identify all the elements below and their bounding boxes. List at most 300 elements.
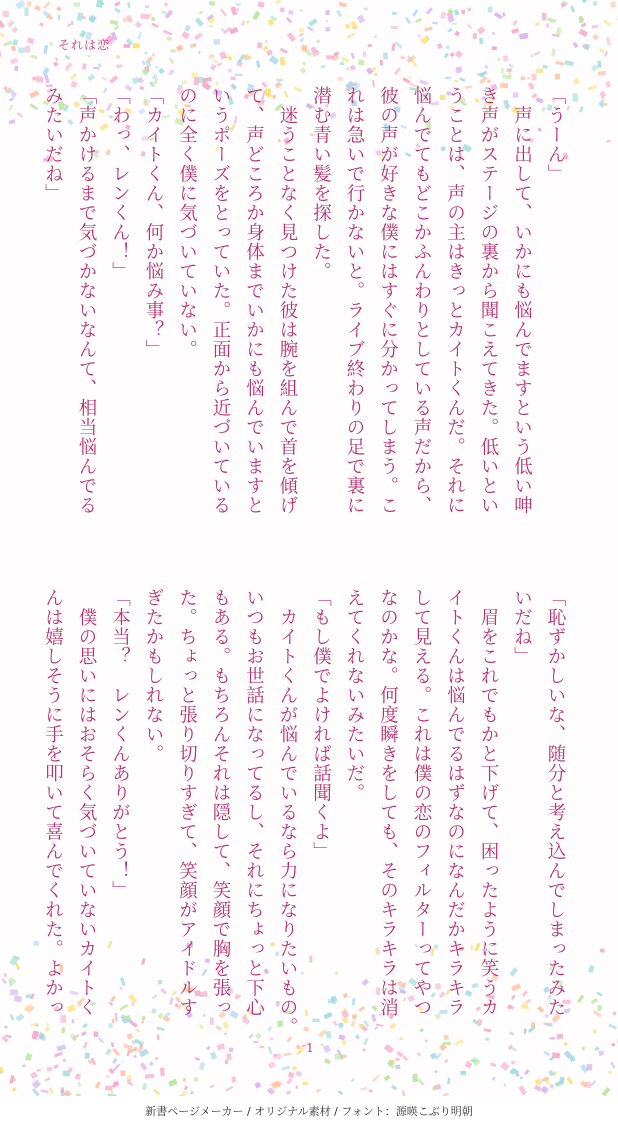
confetti-piece bbox=[347, 67, 350, 70]
confetti-piece bbox=[236, 8, 239, 11]
confetti-piece bbox=[71, 21, 73, 25]
confetti-piece bbox=[27, 1, 31, 6]
confetti-piece bbox=[213, 39, 220, 45]
confetti-piece bbox=[563, 1042, 568, 1047]
confetti-piece bbox=[276, 0, 282, 4]
confetti-piece bbox=[520, 1076, 523, 1079]
confetti-piece bbox=[394, 67, 401, 75]
confetti-piece bbox=[509, 1031, 514, 1035]
confetti-piece bbox=[599, 91, 606, 98]
confetti-piece bbox=[58, 15, 60, 20]
confetti-piece bbox=[160, 1068, 165, 1077]
confetti-piece bbox=[206, 1046, 210, 1050]
confetti-piece bbox=[324, 1058, 331, 1064]
confetti-piece bbox=[582, 0, 587, 3]
confetti-piece bbox=[546, 23, 550, 27]
confetti-piece bbox=[40, 1089, 48, 1093]
confetti-piece bbox=[606, 140, 611, 143]
text-line: いうポーズをとっていた。正面から近づいている bbox=[210, 86, 231, 515]
confetti-piece bbox=[163, 30, 172, 36]
confetti-piece bbox=[54, 1052, 63, 1058]
confetti-piece bbox=[588, 965, 595, 973]
confetti-piece bbox=[225, 1086, 233, 1091]
confetti-piece bbox=[520, 76, 525, 80]
confetti-piece bbox=[316, 1088, 321, 1092]
confetti-piece bbox=[492, 1077, 496, 1081]
confetti-piece bbox=[113, 1063, 121, 1071]
confetti-piece bbox=[437, 43, 442, 49]
confetti-piece bbox=[209, 1084, 214, 1088]
confetti-piece bbox=[295, 1070, 302, 1077]
confetti-piece bbox=[339, 2, 347, 8]
confetti-piece bbox=[415, 18, 422, 24]
confetti-piece bbox=[81, 1031, 87, 1036]
confetti-piece bbox=[592, 34, 598, 41]
confetti-piece bbox=[579, 106, 584, 113]
confetti-piece bbox=[502, 55, 508, 62]
confetti-piece bbox=[308, 18, 318, 26]
confetti-piece bbox=[392, 12, 397, 15]
confetti-piece bbox=[338, 1034, 345, 1041]
confetti-piece bbox=[338, 1090, 344, 1095]
confetti-piece bbox=[76, 1094, 81, 1096]
confetti-piece bbox=[611, 2, 616, 8]
confetti-piece bbox=[363, 1038, 368, 1046]
confetti-piece bbox=[403, 1055, 408, 1061]
confetti-piece bbox=[360, 1087, 367, 1091]
confetti-piece bbox=[611, 1043, 615, 1046]
confetti-piece bbox=[8, 977, 16, 985]
text-line: イトくんは悩んでるはずなのになんだかキラキラ bbox=[444, 588, 466, 1017]
confetti-piece bbox=[419, 80, 428, 86]
confetti-piece bbox=[325, 10, 330, 15]
confetti-piece bbox=[43, 2, 50, 10]
confetti-piece bbox=[258, 1, 265, 7]
confetti-piece bbox=[477, 26, 486, 35]
confetti-piece bbox=[61, 1087, 64, 1092]
confetti-piece bbox=[334, 1054, 343, 1060]
confetti-piece bbox=[229, 1047, 234, 1052]
confetti-piece bbox=[109, 75, 118, 84]
text-line: 潜む青い髪を探した。 bbox=[310, 86, 332, 281]
confetti-piece bbox=[302, 62, 305, 66]
confetti-piece bbox=[454, 80, 458, 82]
confetti-piece bbox=[15, 0, 25, 10]
confetti-piece bbox=[49, 1087, 54, 1093]
confetti-piece bbox=[253, 1041, 258, 1043]
confetti-piece bbox=[49, 42, 54, 47]
confetti-piece bbox=[55, 57, 59, 61]
confetti-piece bbox=[3, 973, 7, 977]
confetti-piece bbox=[459, 77, 465, 82]
confetti-piece bbox=[53, 61, 59, 67]
confetti-piece bbox=[556, 1033, 563, 1039]
confetti-piece bbox=[485, 1038, 489, 1041]
confetti-piece bbox=[145, 5, 149, 8]
confetti-piece bbox=[555, 74, 560, 80]
confetti-piece bbox=[142, 1083, 148, 1091]
chapter-title: それは恋 bbox=[58, 38, 111, 52]
confetti-piece bbox=[391, 26, 399, 30]
confetti-piece bbox=[39, 22, 44, 27]
confetti-piece bbox=[83, 1041, 88, 1048]
confetti-piece bbox=[399, 1037, 402, 1040]
confetti-piece bbox=[603, 20, 611, 27]
confetti-piece bbox=[391, 43, 395, 51]
confetti-piece bbox=[594, 1046, 600, 1051]
confetti-piece bbox=[395, 1065, 400, 1070]
text-line: 「カイトくん、何か悩み事？」 bbox=[143, 86, 164, 359]
confetti-piece bbox=[442, 1042, 451, 1045]
confetti-piece bbox=[169, 58, 174, 65]
confetti-piece bbox=[288, 10, 294, 15]
confetti-piece bbox=[280, 48, 288, 54]
confetti-piece bbox=[70, 73, 77, 80]
confetti-piece bbox=[217, 62, 223, 66]
confetti-piece bbox=[340, 62, 344, 65]
confetti-piece bbox=[10, 58, 18, 65]
confetti-piece bbox=[32, 1079, 41, 1088]
confetti-piece bbox=[257, 42, 262, 48]
confetti-piece bbox=[501, 68, 504, 74]
confetti-piece bbox=[108, 1094, 117, 1096]
text-line: て、声どころか身体までいかにも悩んでいますと bbox=[243, 86, 265, 515]
confetti-piece bbox=[534, 51, 540, 56]
confetti-piece bbox=[551, 48, 556, 56]
confetti-piece bbox=[535, 1078, 542, 1085]
confetti-piece bbox=[1, 978, 7, 984]
confetti-piece bbox=[64, 1090, 72, 1096]
confetti-piece bbox=[321, 1043, 324, 1046]
confetti-piece bbox=[62, 1058, 66, 1062]
confetti-piece bbox=[454, 10, 459, 16]
confetti-piece bbox=[608, 1024, 617, 1030]
confetti-piece bbox=[491, 46, 496, 50]
confetti-piece bbox=[8, 119, 15, 124]
confetti-piece bbox=[606, 37, 612, 46]
confetti-piece bbox=[383, 53, 388, 60]
confetti-piece bbox=[417, 1078, 425, 1086]
text-line: えてくれないみたいだ。 bbox=[344, 588, 365, 803]
confetti-piece bbox=[113, 25, 119, 31]
confetti-piece bbox=[4, 1025, 8, 1029]
confetti-piece bbox=[133, 43, 140, 48]
confetti-piece bbox=[270, 1038, 273, 1041]
confetti-piece bbox=[440, 12, 446, 19]
confetti-piece bbox=[210, 64, 216, 71]
confetti-piece bbox=[183, 1078, 186, 1082]
confetti-piece bbox=[341, 57, 349, 63]
text-block-upper bbox=[36, 86, 572, 556]
confetti-piece bbox=[374, 73, 377, 77]
confetti-piece bbox=[0, 20, 5, 29]
confetti-piece bbox=[605, 81, 611, 88]
confetti-piece bbox=[236, 3, 241, 6]
confetti-piece bbox=[326, 20, 329, 23]
confetti-piece bbox=[484, 65, 489, 70]
confetti-piece bbox=[467, 24, 472, 29]
confetti-piece bbox=[506, 68, 512, 72]
text-line: 迷うことなく見つけた彼は腕を組んで首を傾げ bbox=[277, 86, 298, 515]
confetti-piece bbox=[30, 1071, 38, 1079]
confetti-piece bbox=[267, 1087, 275, 1095]
confetti-piece bbox=[43, 45, 48, 54]
confetti-piece bbox=[419, 1028, 424, 1033]
confetti-piece bbox=[532, 74, 537, 80]
text-line: 彼の声が好きな僕にはすぐに分かってしまう。こ bbox=[377, 86, 399, 515]
confetti-piece bbox=[67, 23, 71, 27]
confetti-piece bbox=[597, 1005, 602, 1012]
confetti-piece bbox=[596, 991, 602, 996]
confetti-piece bbox=[85, 1052, 90, 1058]
confetti-piece bbox=[358, 59, 365, 66]
text-line: 「もし僕でよければ話聞くよ」 bbox=[310, 588, 332, 861]
confetti-piece bbox=[455, 66, 462, 73]
confetti-piece bbox=[445, 77, 451, 79]
confetti-piece bbox=[326, 55, 334, 60]
confetti-piece bbox=[602, 1087, 611, 1096]
confetti-piece bbox=[10, 1014, 14, 1020]
confetti-piece bbox=[0, 33, 5, 38]
confetti-piece bbox=[486, 79, 491, 84]
confetti-piece bbox=[608, 1071, 612, 1074]
confetti-piece bbox=[512, 20, 518, 26]
confetti-piece bbox=[447, 1078, 450, 1085]
text-line: 僕の思いにはおそらく気づいていないカイトく bbox=[76, 588, 97, 1017]
confetti-piece bbox=[114, 7, 121, 13]
confetti-piece bbox=[269, 56, 279, 65]
confetti-piece bbox=[198, 51, 201, 55]
confetti-piece bbox=[254, 1082, 261, 1089]
confetti-piece bbox=[455, 50, 463, 58]
confetti-piece bbox=[598, 100, 606, 108]
confetti-piece bbox=[420, 38, 423, 42]
confetti-piece bbox=[519, 33, 528, 40]
confetti-piece bbox=[566, 1077, 573, 1085]
text-line: カイトくんが悩んでいるなら力になりたいもの。 bbox=[277, 588, 298, 1037]
confetti-piece bbox=[598, 1050, 604, 1056]
text-line: いだね」 bbox=[511, 588, 533, 666]
confetti-piece bbox=[114, 1, 121, 7]
confetti-piece bbox=[593, 1, 598, 6]
confetti-piece bbox=[11, 1087, 16, 1092]
confetti-piece bbox=[524, 1029, 527, 1034]
text-line: ぎたかもしれない。 bbox=[143, 588, 164, 764]
footer-credit: 新書ページメーカー / オリジナル素材 / フォント：源暎こぶり明朝 bbox=[145, 1105, 473, 1118]
confetti-piece bbox=[282, 1066, 291, 1071]
confetti-piece bbox=[426, 7, 433, 15]
text-line: 「声かけるまで気づかないなんて、相当悩んでる bbox=[76, 86, 97, 515]
confetti-piece bbox=[181, 31, 190, 40]
confetti-piece bbox=[265, 40, 267, 43]
confetti-piece bbox=[170, 49, 176, 52]
confetti-piece bbox=[357, 15, 366, 24]
confetti-piece bbox=[535, 68, 543, 73]
confetti-piece bbox=[287, 32, 296, 42]
confetti-piece bbox=[166, 36, 172, 41]
confetti-piece bbox=[424, 1039, 428, 1042]
confetti-piece bbox=[418, 34, 421, 37]
confetti-piece bbox=[11, 26, 18, 33]
confetti-piece bbox=[93, 1031, 98, 1037]
confetti-piece bbox=[582, 1047, 584, 1050]
confetti-piece bbox=[292, 1066, 296, 1070]
confetti-piece bbox=[307, 26, 314, 32]
confetti-piece bbox=[32, 1088, 40, 1096]
confetti-piece bbox=[157, 1034, 160, 1040]
confetti-piece bbox=[591, 998, 599, 1004]
confetti-piece bbox=[53, 1064, 59, 1069]
confetti-piece bbox=[588, 85, 597, 90]
confetti-piece bbox=[444, 1035, 449, 1040]
confetti-piece bbox=[591, 64, 598, 71]
confetti-piece bbox=[461, 10, 465, 14]
confetti-piece bbox=[231, 77, 236, 81]
confetti-piece bbox=[345, 23, 351, 29]
confetti-piece bbox=[95, 1082, 101, 1089]
confetti-piece bbox=[198, 10, 203, 14]
confetti-piece bbox=[578, 29, 588, 38]
confetti-piece bbox=[144, 51, 147, 54]
confetti-piece bbox=[77, 1082, 81, 1087]
confetti-piece bbox=[405, 17, 411, 24]
confetti-piece bbox=[570, 6, 575, 13]
confetti-piece bbox=[248, 1034, 253, 1039]
confetti-piece bbox=[220, 9, 227, 17]
confetti-piece bbox=[391, 1085, 397, 1091]
confetti-piece bbox=[316, 39, 320, 43]
confetti-piece bbox=[116, 55, 120, 59]
confetti-piece bbox=[154, 78, 159, 84]
confetti-piece bbox=[224, 1033, 227, 1036]
confetti-piece bbox=[209, 1, 215, 6]
confetti-piece bbox=[194, 32, 203, 40]
confetti-piece bbox=[424, 26, 432, 31]
confetti-piece bbox=[351, 53, 355, 59]
confetti-piece bbox=[573, 42, 579, 48]
confetti-piece bbox=[42, 67, 49, 76]
confetti-piece bbox=[531, 54, 534, 58]
confetti-piece bbox=[364, 8, 368, 11]
text-line: た。ちょっと張り切りすぎて、笑顔がアイドルす bbox=[176, 588, 198, 1017]
confetti-piece bbox=[190, 1090, 194, 1095]
confetti-piece bbox=[455, 1039, 464, 1045]
confetti-piece bbox=[32, 76, 37, 81]
confetti-piece bbox=[247, 20, 250, 23]
confetti-piece bbox=[362, 1048, 366, 1052]
confetti-piece bbox=[467, 7, 471, 11]
confetti-piece bbox=[524, 1069, 530, 1075]
confetti-piece bbox=[543, 1051, 550, 1057]
confetti-piece bbox=[413, 1074, 418, 1082]
text-line: 「わっ、レンくん！」 bbox=[109, 86, 131, 281]
confetti-piece bbox=[176, 44, 184, 51]
confetti-piece bbox=[605, 103, 608, 107]
confetti-piece bbox=[210, 1052, 217, 1060]
confetti-piece bbox=[12, 39, 18, 46]
confetti-piece bbox=[336, 10, 342, 17]
text-line: れは急いで行かないと。ライブ終わりの足で裏に bbox=[344, 86, 365, 515]
confetti-piece bbox=[153, 1089, 160, 1096]
confetti-piece bbox=[591, 25, 598, 29]
confetti-piece bbox=[158, 68, 164, 74]
confetti-piece bbox=[87, 74, 95, 81]
confetti-piece bbox=[342, 1040, 347, 1045]
confetti-piece bbox=[195, 1057, 201, 1062]
confetti-piece bbox=[355, 1034, 359, 1039]
confetti-piece bbox=[564, 60, 574, 66]
confetti-piece bbox=[435, 1070, 438, 1073]
confetti-piece bbox=[75, 1073, 81, 1080]
confetti-piece bbox=[44, 74, 50, 83]
confetti-piece bbox=[408, 76, 411, 79]
confetti-piece bbox=[226, 1053, 231, 1060]
text-line: 眉をこれでもかと下げて、困ったように笑うカ bbox=[478, 588, 499, 1017]
confetti-piece bbox=[435, 1084, 441, 1090]
confetti-piece bbox=[451, 23, 457, 25]
confetti-piece bbox=[300, 37, 305, 42]
confetti-piece bbox=[301, 45, 307, 51]
confetti-piece bbox=[149, 13, 152, 17]
confetti-piece bbox=[97, 63, 101, 67]
confetti-piece bbox=[350, 65, 356, 71]
confetti-piece bbox=[151, 23, 159, 28]
confetti-piece bbox=[73, 2, 80, 7]
confetti-piece bbox=[484, 1028, 492, 1032]
confetti-piece bbox=[518, 1085, 527, 1095]
confetti-piece bbox=[286, 17, 292, 23]
confetti-piece bbox=[556, 27, 562, 36]
confetti-piece bbox=[286, 1078, 293, 1085]
confetti-piece bbox=[598, 71, 606, 76]
confetti-piece bbox=[225, 1060, 228, 1065]
confetti-piece bbox=[384, 1044, 394, 1054]
confetti-piece bbox=[552, 1052, 560, 1058]
confetti-piece bbox=[165, 10, 173, 19]
confetti-piece bbox=[351, 1078, 356, 1082]
confetti-piece bbox=[509, 64, 514, 68]
confetti-piece bbox=[299, 9, 303, 12]
confetti-piece bbox=[17, 112, 24, 118]
confetti-piece bbox=[550, 1084, 554, 1088]
confetti-piece bbox=[368, 44, 372, 47]
confetti-piece bbox=[25, 7, 29, 16]
confetti-piece bbox=[299, 32, 304, 37]
confetti-piece bbox=[155, 1057, 159, 1060]
text-line: みたいだね」 bbox=[42, 86, 64, 203]
confetti-piece bbox=[127, 1033, 133, 1039]
confetti-piece bbox=[590, 1080, 596, 1087]
confetti-piece bbox=[232, 1076, 236, 1082]
confetti-piece bbox=[479, 38, 483, 44]
confetti-piece bbox=[287, 1071, 295, 1078]
confetti-piece bbox=[87, 54, 91, 58]
confetti-piece bbox=[511, 1060, 516, 1065]
confetti-piece bbox=[394, 41, 403, 49]
confetti-piece bbox=[168, 1079, 178, 1087]
confetti-piece bbox=[61, 1027, 65, 1033]
confetti-piece bbox=[395, 1057, 400, 1061]
confetti-piece bbox=[347, 33, 356, 39]
text-line: もある。もちろんそれは隠して、笑顔で胸を張っ bbox=[210, 588, 231, 1017]
confetti-piece bbox=[432, 22, 438, 25]
confetti-piece bbox=[527, 77, 530, 79]
confetti-piece bbox=[600, 49, 605, 54]
confetti-piece bbox=[152, 53, 155, 56]
page-number: 1 bbox=[306, 1041, 314, 1055]
confetti-piece bbox=[500, 1062, 509, 1071]
text-line: き声がステージの裏から聞こえてきた。低いとい bbox=[478, 86, 499, 515]
